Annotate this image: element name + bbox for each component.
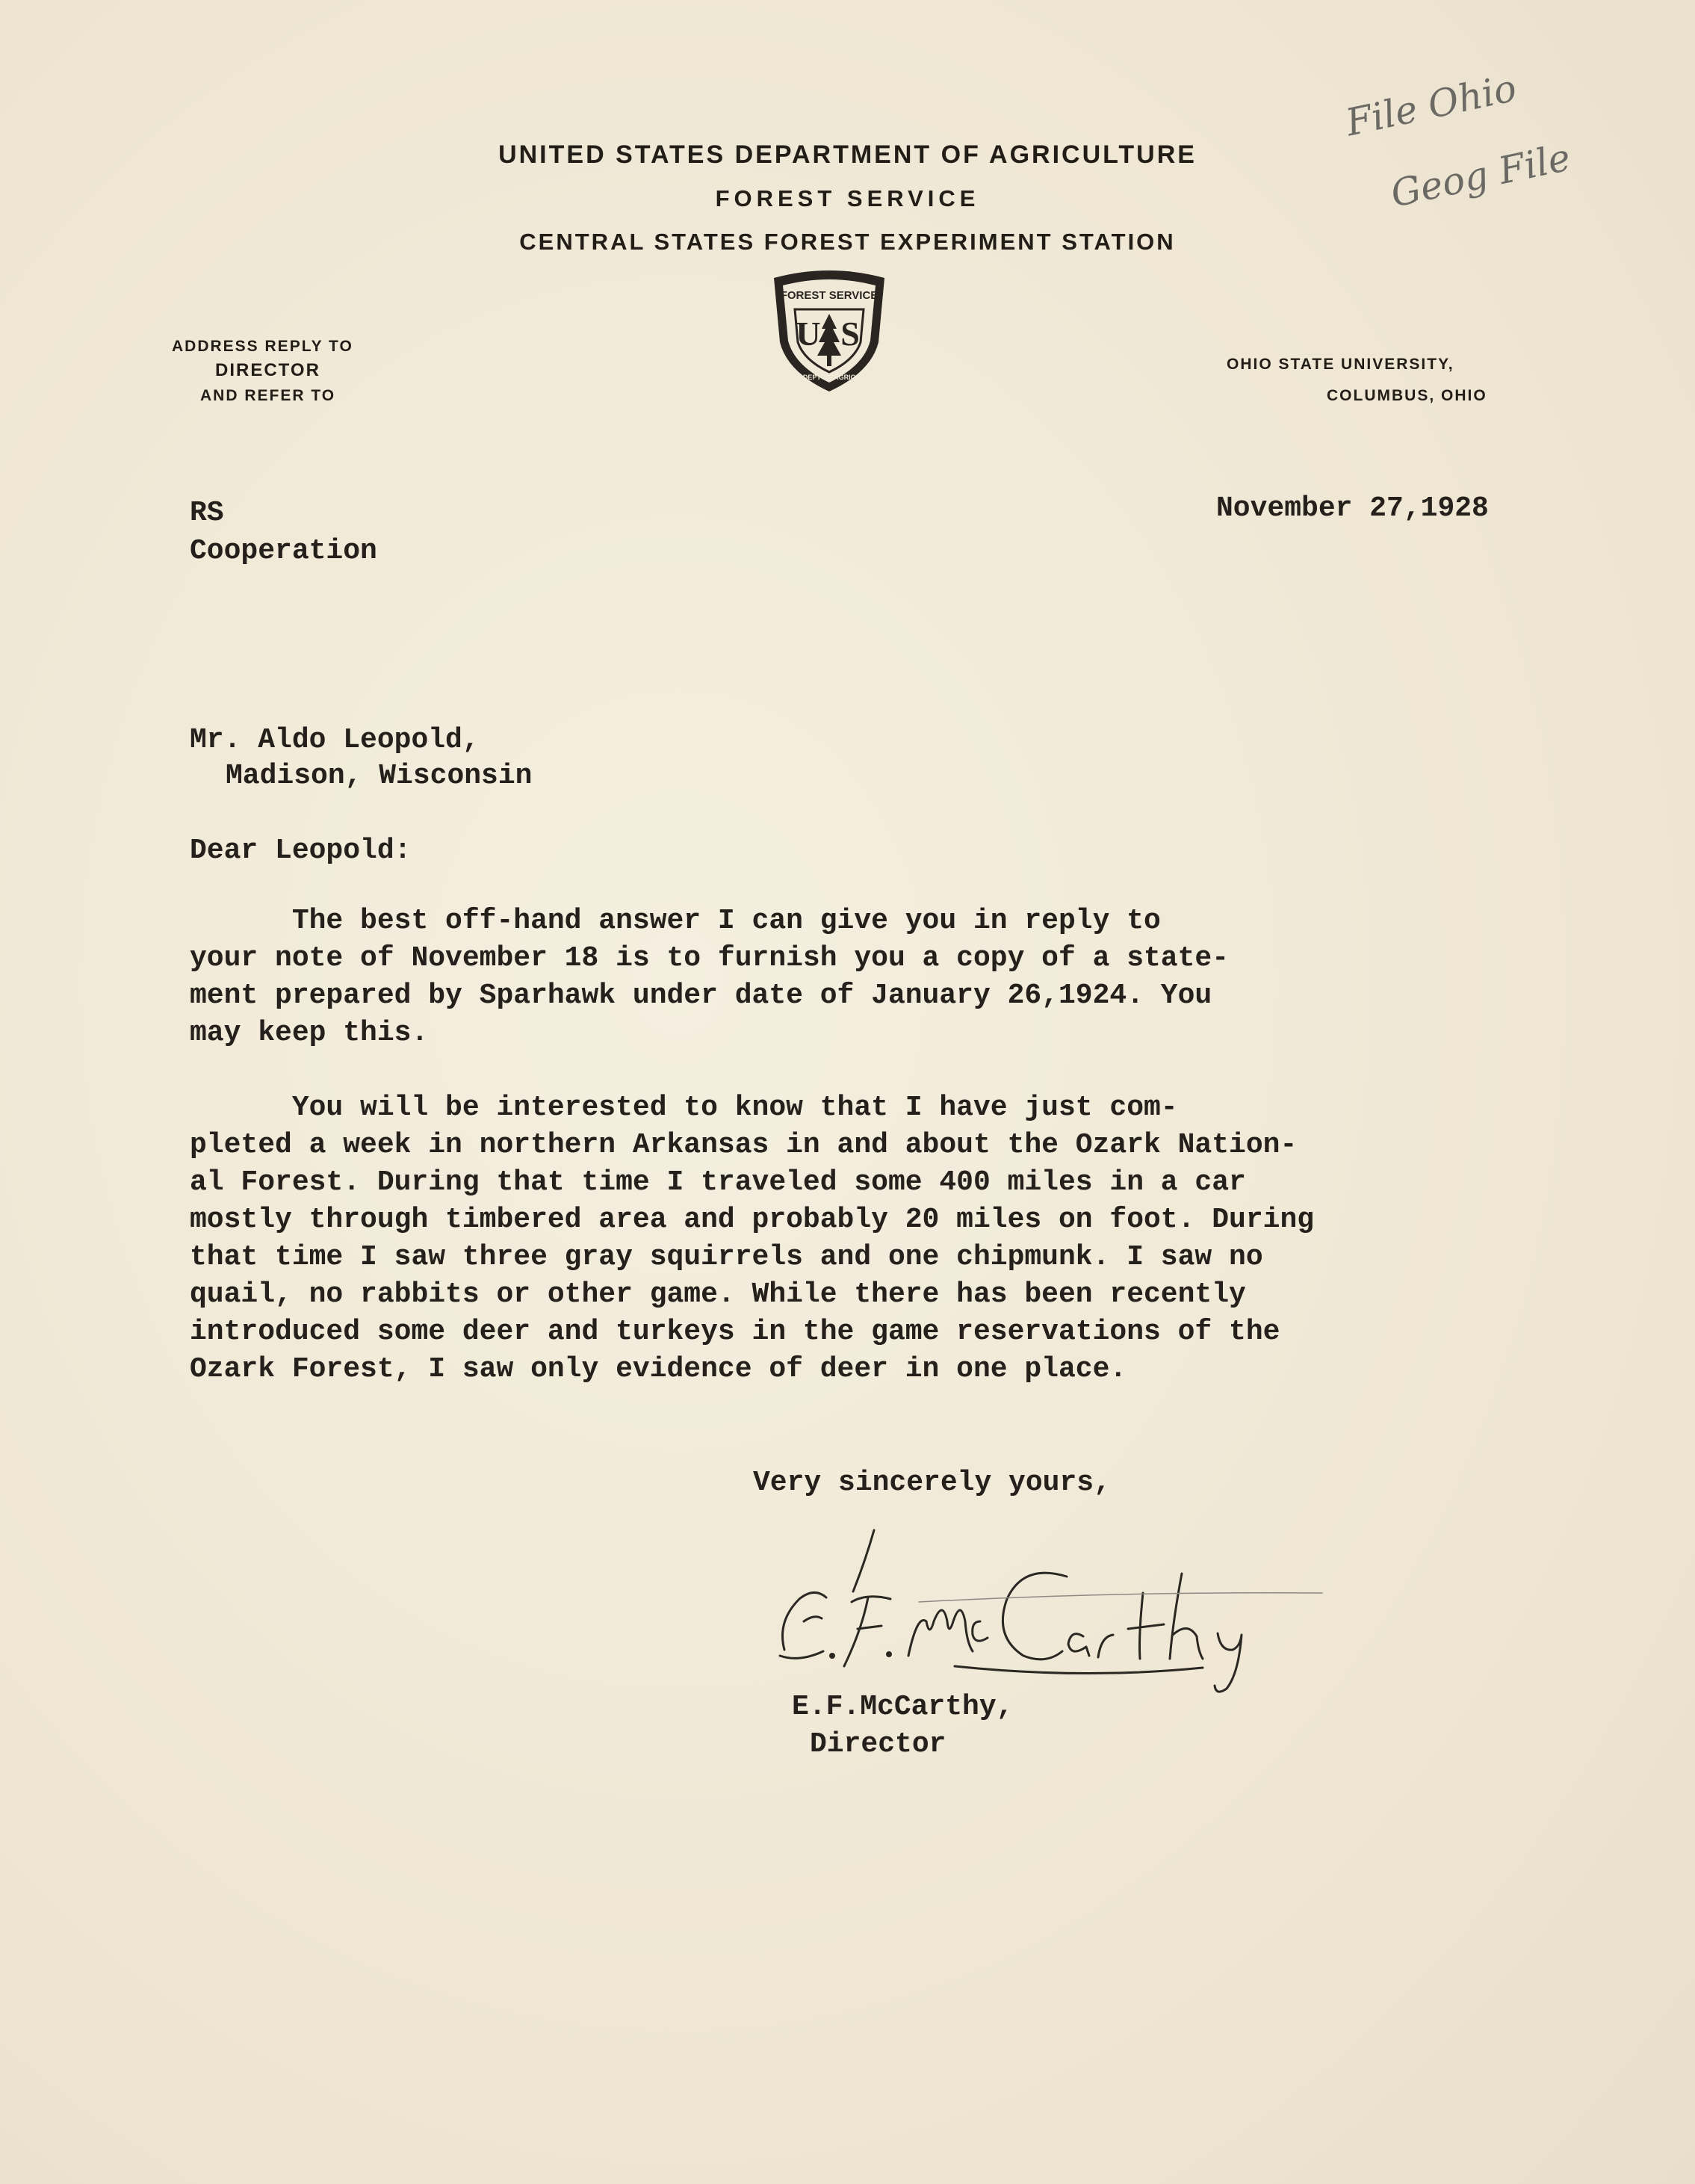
signer-name: E.F.McCarthy, xyxy=(792,1691,1014,1723)
paragraph-1-line: may keep this. xyxy=(190,1017,429,1049)
letterhead-department: UNITED STATES DEPARTMENT OF AGRICULTURE xyxy=(498,140,1197,169)
paragraph-2-line: pleted a week in northern Arkansas in and about the Ozark Nation- xyxy=(190,1129,1298,1161)
recipient-city: Madison, Wisconsin xyxy=(226,760,533,792)
station-address-line2: COLUMBUS, OHIO xyxy=(1327,387,1487,404)
reference-code: RS xyxy=(190,497,224,529)
svg-text:FOREST SERVICE: FOREST SERVICE xyxy=(780,289,879,302)
letterhead-service: FOREST SERVICE xyxy=(715,185,980,211)
paragraph-2-line: You will be interested to know that I have just com- xyxy=(190,1092,1178,1124)
signer-title: Director xyxy=(810,1728,946,1760)
paragraph-2-line: Ozark Forest, I saw only evidence of deer in one place. xyxy=(190,1353,1127,1385)
reply-to-label: ADDRESS REPLY TO xyxy=(172,338,353,355)
recipient-name: Mr. Aldo Leopold, xyxy=(190,724,480,756)
handwritten-file-note-line1: File Ohio xyxy=(1342,66,1520,145)
body-paragraph-2 xyxy=(190,1089,1314,1388)
body-paragraph-1 xyxy=(190,903,1229,1052)
paragraph-2-line: quail, no rabbits or other game. While there has been recently xyxy=(190,1278,1246,1311)
forest-service-shield-icon xyxy=(766,267,892,396)
paragraph-1-line: your note of November 18 is to furnish you a copy of a state- xyxy=(190,942,1230,974)
paragraph-2-line: that time I saw three gray squirrels and one chipmunk. I saw no xyxy=(190,1241,1263,1273)
salutation: Dear Leopold: xyxy=(190,835,412,867)
svg-text:DEPT OF AGRIC: DEPT OF AGRIC xyxy=(802,374,856,381)
svg-text:U: U xyxy=(796,315,821,353)
paragraph-2-line: introduced some deer and turkeys in the game reservations of the xyxy=(190,1316,1280,1348)
refer-to-label: AND REFER TO xyxy=(200,387,336,404)
closing: Very sincerely yours, xyxy=(753,1467,1111,1499)
paragraph-2-line: mostly through timbered area and probably 20 miles on foot. During xyxy=(190,1204,1315,1236)
letterhead-station: CENTRAL STATES FOREST EXPERIMENT STATION xyxy=(519,229,1176,255)
handwritten-file-note-line2: Geog File xyxy=(1386,135,1575,216)
station-address-line1: OHIO STATE UNIVERSITY, xyxy=(1227,356,1454,373)
handwritten-signature xyxy=(769,1509,1337,1696)
reference-subject: Cooperation xyxy=(190,535,377,567)
letter-date: November 27,1928 xyxy=(1216,492,1489,525)
paragraph-2-line: al Forest. During that time I traveled some 400 miles in a car xyxy=(190,1166,1246,1198)
paragraph-1-line: The best off-hand answer I can give you in reply to xyxy=(190,905,1161,937)
reply-to-director: DIRECTOR xyxy=(215,360,320,380)
paragraph-1-line: ment prepared by Sparhawk under date of January 26,1924. You xyxy=(190,980,1212,1012)
svg-text:S: S xyxy=(840,315,860,353)
